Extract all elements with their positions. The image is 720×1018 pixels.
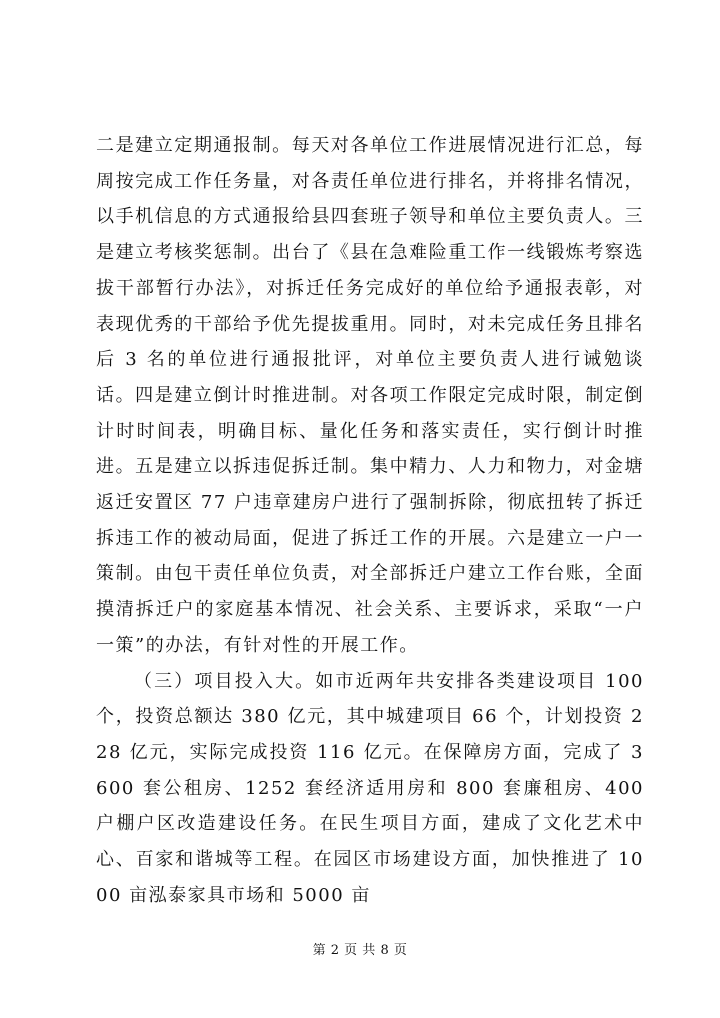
paragraph-report-mechanisms: 二是建立定期通报制。每天对各单位工作进展情况进行汇总，每周按完成工作任务量，对各责任单位进行排名，并将排名情况，以手机信息的方式通报给县四套班子领导和单位主要负责人。三是建立考核奖惩制。出台了《县在急难险重工作一线锻炼考察选拔干部暂行办法》，对拆迁任务完成好的单位给予通报表彰，对表现优秀的干部给予优先提拔重用。同时，对未完成任务且排名后 3 名的单位进行通报批评，对单位主要负责人进行诫勉谈话。四是建立倒计时推进制。对各项工作限定完成时限，制定倒计时时间表，明确目标、量化任务和落实责任，实行倒计时推进。五是建立以拆违促拆迁制。集中精力、人力和物力，对金塘返迁安置区 77 户违章建房户进行了强制拆除，彻底扭转了拆迁拆违工作的被动局面，促进了拆迁工作的开展。六是建立一户一策制。由包干责任单位负责，对全部拆迁户建立工作台账，全面摸清拆迁户的家庭基本情况、社会关系、主要诉求，采取“一户一策”的办法，有针对性的开展工作。 (96, 135, 644, 656)
document-body (96, 128, 644, 913)
page-number-footer: 第 2 页 共 8 页 (312, 943, 408, 958)
paragraph-project-investment: （三）项目投入大。如市近两年共安排各类建设项目 100 个，投资总额达 380 亿元，其中城建项目 66 个，计划投资 228 亿元，实际完成投资 116 亿元。在保障房方面，完成了 3600 套公租房、1252 套经济适用房和 800 套廉租房、400 户棚户区改造建设任务。在民生项目方面，建成了文化艺术中心、百家和谐城等工程。在园区市场建设方面，加快推进了 1000 亩泓泰家具市场和 5000 亩 (96, 670, 644, 906)
